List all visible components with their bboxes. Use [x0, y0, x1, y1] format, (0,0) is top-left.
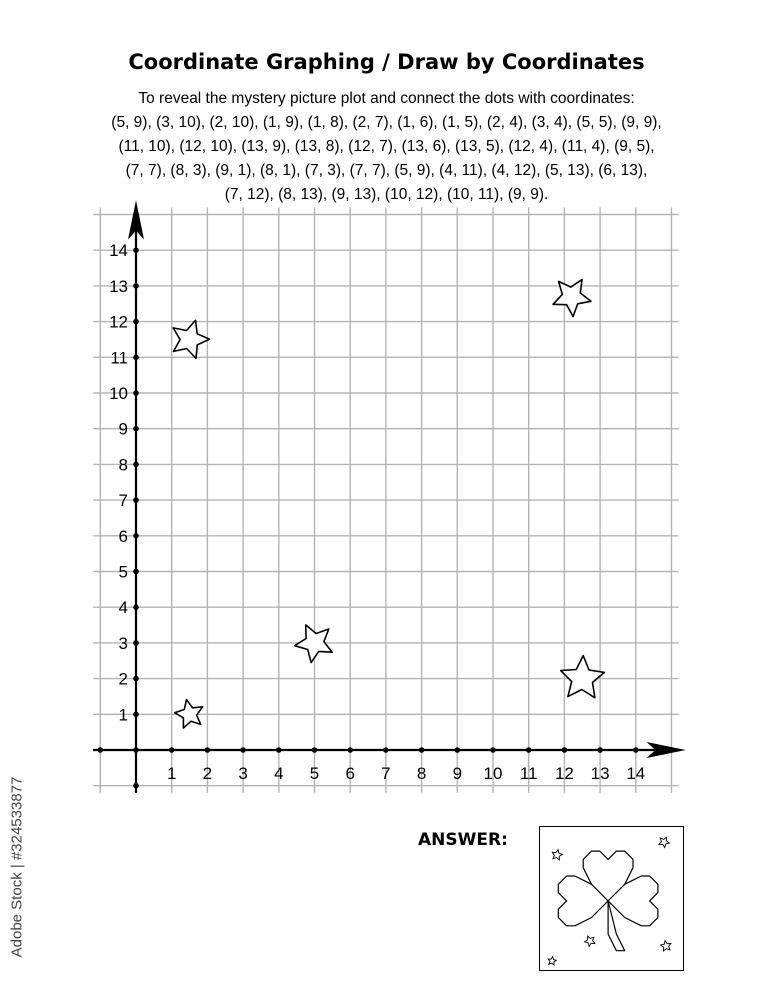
x-tick-label: 1: [166, 764, 177, 783]
x-tick-dot: [312, 747, 318, 753]
x-tick-label: 6: [345, 764, 355, 783]
y-tick-dot: [133, 355, 139, 361]
x-tick-dot: [562, 747, 568, 753]
star-icon: [173, 320, 209, 358]
instruction-line: To reveal the mystery picture plot and connect the dots with coordinates:: [138, 90, 635, 107]
y-tick-dot: [133, 390, 139, 396]
x-tick-dot: [633, 747, 639, 753]
y-tick-dot: [133, 569, 139, 575]
x-tick-label: 11: [519, 764, 538, 783]
x-tick-dot: [205, 747, 211, 753]
y-tick-dot: [133, 640, 139, 646]
x-tick-dot: [240, 747, 246, 753]
axes: [93, 200, 686, 793]
x-tick-label: 5: [309, 764, 320, 783]
x-tick-dot: [276, 747, 282, 753]
answer-star-icon: [552, 850, 562, 860]
y-tick-dot: [133, 283, 139, 289]
x-tick-label: 4: [274, 764, 284, 783]
star-icon: [561, 656, 605, 698]
answer-star-icon: [661, 941, 671, 951]
y-tick-label: 14: [109, 241, 128, 261]
answer-star-icon: [585, 936, 595, 946]
y-tick-label: 11: [110, 348, 128, 368]
star-icon: [553, 280, 591, 317]
y-tick-dot: [133, 712, 139, 718]
answer-star-icon: [659, 837, 669, 847]
x-tick-dot: [455, 747, 461, 753]
y-tick-label: 13: [109, 276, 128, 296]
y-tick-label: 1: [118, 705, 128, 725]
star-icon: [295, 625, 333, 663]
y-tick-label: 7: [118, 491, 128, 511]
x-tick-label: 3: [238, 764, 248, 783]
answer-box: [539, 826, 684, 971]
x-tick-dot: [383, 747, 389, 753]
x-tick-dot: [597, 747, 603, 753]
axis-ticks: [98, 241, 646, 788]
x-tick-label: 7: [381, 764, 391, 783]
x-tick-label: 2: [202, 764, 213, 783]
page-title: Coordinate Graphing / Draw by Coordinates: [128, 50, 645, 74]
x-tick-dot: [347, 747, 353, 753]
answer-star-icon: [548, 957, 556, 965]
y-tick-label: 12: [109, 312, 128, 332]
stock-watermark: Adobe Stock | #324533877: [8, 776, 26, 958]
y-tick-dot: [133, 533, 139, 539]
coordinate-list-line: (7, 7), (8, 3), (9, 1), (8, 1), (7, 3), (7, 7), (5, 9), (4, 11), (4, 12), (5, 13), (6, 13),: [125, 162, 648, 179]
x-tick-label: 9: [452, 764, 463, 783]
y-tick-dot: [133, 319, 139, 325]
coordinate-list-line: (7, 12), (8, 13), (9, 13), (10, 12), (10, 11), (9, 9).: [224, 186, 549, 203]
y-tick-dot: [133, 604, 139, 610]
origin-dot: [133, 747, 139, 753]
x-tick-dot: [169, 747, 175, 753]
x-tick-label: 14: [626, 764, 646, 783]
y-tick-dot: [133, 676, 139, 682]
x-tick-dot: [98, 747, 104, 753]
grid-lines: [93, 207, 678, 792]
y-tick-label: 3: [118, 633, 128, 653]
x-tick-dot: [526, 747, 532, 753]
y-tick-dot: [133, 247, 139, 253]
decorative-stars: [173, 280, 604, 728]
coordinate-list-line: (5, 9), (3, 10), (2, 10), (1, 9), (1, 8), (2, 7), (1, 6), (1, 5), (2, 4), (3, 4), (5, 5), (9, 9),: [111, 114, 662, 131]
y-tick-label: 6: [118, 526, 128, 546]
x-tick-dot: [490, 747, 496, 753]
y-tick-label: 5: [118, 562, 128, 582]
y-tick-dot: [133, 497, 139, 503]
y-tick-dot: [133, 783, 139, 789]
x-tick-dot: [419, 747, 425, 753]
answer-shamrock-drawing: [540, 827, 682, 969]
y-tick-label: 9: [118, 419, 128, 439]
y-tick-label: 4: [118, 598, 128, 618]
y-tick-label: 2: [118, 669, 128, 689]
shamrock-outline: [558, 851, 658, 951]
x-tick-label: 13: [590, 764, 610, 783]
coordinate-list-line: (11, 10), (12, 10), (13, 9), (13, 8), (12, 7), (13, 6), (13, 5), (12, 4), (11, 4), (9, 5),: [118, 138, 655, 155]
y-tick-label: 10: [109, 384, 128, 403]
answer-label: ANSWER:: [418, 830, 508, 850]
y-tick-dot: [133, 426, 139, 432]
y-tick-label: 8: [118, 455, 128, 475]
y-tick-dot: [133, 462, 139, 468]
x-tick-label: 8: [416, 764, 427, 783]
x-tick-label: 12: [554, 764, 574, 783]
star-icon: [175, 700, 203, 728]
x-tick-label: 10: [483, 764, 503, 783]
